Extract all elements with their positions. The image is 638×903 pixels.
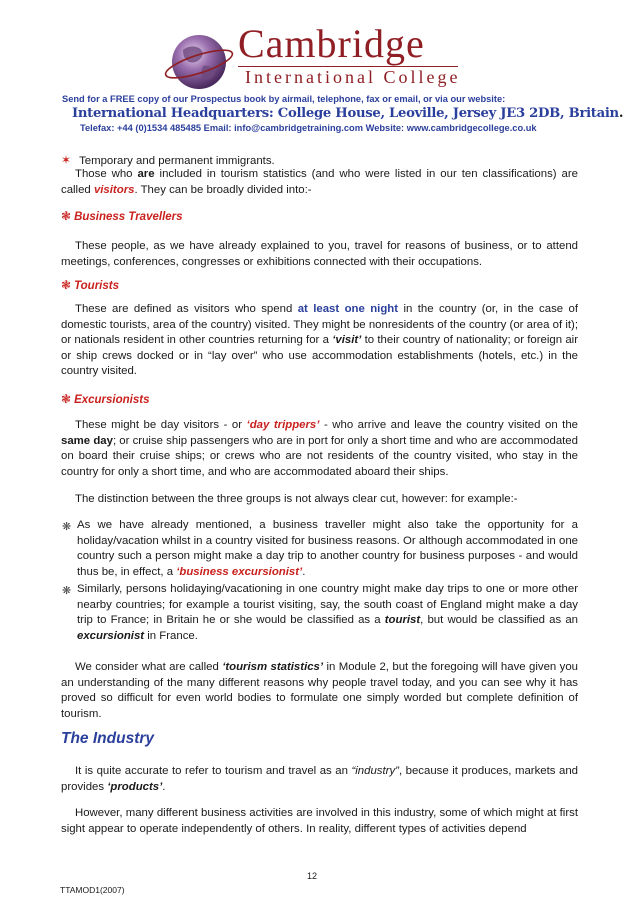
bullet2-excursionist: excursionist: [77, 629, 145, 642]
intro-text-c: included in tourism statistics (and who were listed in our ten classifications) are called: [61, 168, 578, 196]
tourists-visit: ‘visit’: [332, 334, 362, 347]
intro-bullet-text: Temporary and permanent immigrants.: [79, 155, 275, 167]
document-code: TTAMOD1(2007): [60, 885, 125, 895]
industry-industry-quote: “industry”: [351, 765, 399, 777]
bullet2-text-e: in France.: [144, 629, 198, 642]
headquarters-dot: .: [618, 106, 624, 121]
bullet1-text-a: As we have already mentioned, a business traveller might also take the opportunity for a holiday/vacation whilst in a country visited for business reasons. Or although accommodated in one country such a person might make a day trip to another country for business purposes - and would thus be, in effect, a: [77, 519, 578, 578]
consider-text-c: in Module 2, but the foregoing will have given you an understanding of the many different reasons why people travel today, and you can see why it has proved so difficult for even world bodies to formulate one simply worded but complete definition of tourism.: [61, 661, 578, 720]
heading-tourists: [61, 278, 119, 292]
tourists-text-a: These are defined as visitors who spend: [75, 303, 298, 315]
consider-text-a: We consider what are called: [75, 661, 223, 673]
excursionists-same-day: same day: [61, 434, 113, 447]
bullet2-tourist: tourist: [384, 614, 421, 627]
industry-text-a: It is quite accurate to refer to tourism and travel as an: [75, 765, 352, 777]
consider-tourism-statistics: ‘tourism statistics’: [222, 661, 324, 673]
bullet2-text-a: Similarly, persons holidaying/vacationing in one country might make day trips to one or more other nearby countries; for example a tourist visiting, say, the south coast of England might make a day trip to France; in Britain he or she would be classified as a: [77, 583, 578, 627]
industry-paragraph-2: However, many different business activities are involved in this industry, some of which might at first sight appear to operate independently of others. In reality, different types of activities depend: [61, 807, 578, 835]
bullet2-text-c: , but would be classified as an: [420, 614, 578, 627]
industry-text-e: .: [162, 780, 166, 793]
excursionists-text-e: ; or cruise ship passengers who are in port for only a short time and who are accommodated on board their cruise ships; or crews who are not residents of the country visited, who stay in the country for only a short time, and who are accommodated aboard their ships.: [61, 434, 578, 478]
tourists-text-c: in the country (or, in the case of domestic tourists, area of the country) visited. They might be nonresidents of the country (or area of it); or nationals resident in other countries returning for a: [61, 303, 579, 347]
excursionists-text-c: - who arrive and leave the country visited on the: [319, 419, 579, 431]
heading-the-industry: The Industry: [61, 730, 155, 747]
bullet1-text-c: .: [302, 565, 306, 578]
prospectus-line: Send for a FREE copy of our Prospectus book by airmail, telephone, fax or email, or via our website:: [62, 94, 506, 104]
tourists-heading-text: Tourists: [74, 280, 120, 292]
tourists-text-e: to their country of nationality; or foreign air or ship crews docked or in “lay over” who use accommodation establishments (hotels, etc.) in the country visited.: [61, 334, 578, 378]
tourists-at-least-one-night: at least one night: [297, 303, 399, 315]
snowflake-bullet-icon: ❋: [62, 521, 72, 533]
heading-excursionists: [61, 392, 149, 406]
bullet-paragraph-2: [77, 582, 578, 644]
flower-icon: ❃: [61, 209, 72, 223]
business-heading-text: Business Travellers: [74, 211, 183, 223]
industry-paragraph-1: [61, 764, 578, 795]
excursionists-heading-text: Excursionists: [74, 394, 150, 406]
heading-business-travellers: [61, 209, 183, 223]
flower-icon: ❃: [61, 278, 72, 292]
intro-paragraph: [61, 167, 578, 198]
business-paragraph: These people, as we have already explained to you, travel for reasons of business, or to attend meetings, conferences, congresses or exhibitions connected with their occupations.: [61, 240, 578, 268]
excursionists-text-a: These might be day visitors - or: [75, 419, 247, 431]
intro-text-e: . They can be broadly divided into:-: [134, 183, 312, 196]
contact-line: Telefax: +44 (0)1534 485485 Email: info@cambridgetraining.com Website: www.cambridgecollege.co.uk: [80, 123, 537, 133]
industry-text-c: , because it produces, markets and provides: [61, 765, 578, 793]
excursionists-day-trippers: ‘day trippers’: [246, 419, 320, 431]
bullet1-business-excursionist: ‘business excursionist’: [176, 565, 303, 578]
distinction-paragraph: The distinction between the three groups is not always clear cut, however: for example:-: [75, 493, 518, 505]
brand-subtitle: International College: [245, 67, 461, 87]
excursionists-paragraph: [61, 418, 578, 480]
intro-text-b: are: [137, 168, 155, 180]
page-number: 12: [307, 871, 318, 881]
snowflake-bullet-icon: ❋: [62, 585, 72, 597]
globe-logo-icon: [163, 26, 235, 98]
headquarters-text: International Headquarters: College House, Leoville, Jersey JE3 2DB, Britain: [72, 106, 619, 121]
brand-name: Cambridge: [238, 21, 425, 66]
industry-products: ‘products’: [107, 780, 163, 793]
headquarters-line: [72, 106, 623, 121]
bullet-paragraph-1: [77, 518, 578, 580]
asterisk-icon: ✶: [61, 153, 72, 167]
consider-paragraph: [61, 660, 578, 722]
intro-text-a: Those who: [75, 168, 138, 180]
tourists-paragraph: [61, 302, 578, 380]
intro-visitors: visitors: [93, 183, 135, 196]
flower-icon: ❃: [61, 392, 72, 406]
